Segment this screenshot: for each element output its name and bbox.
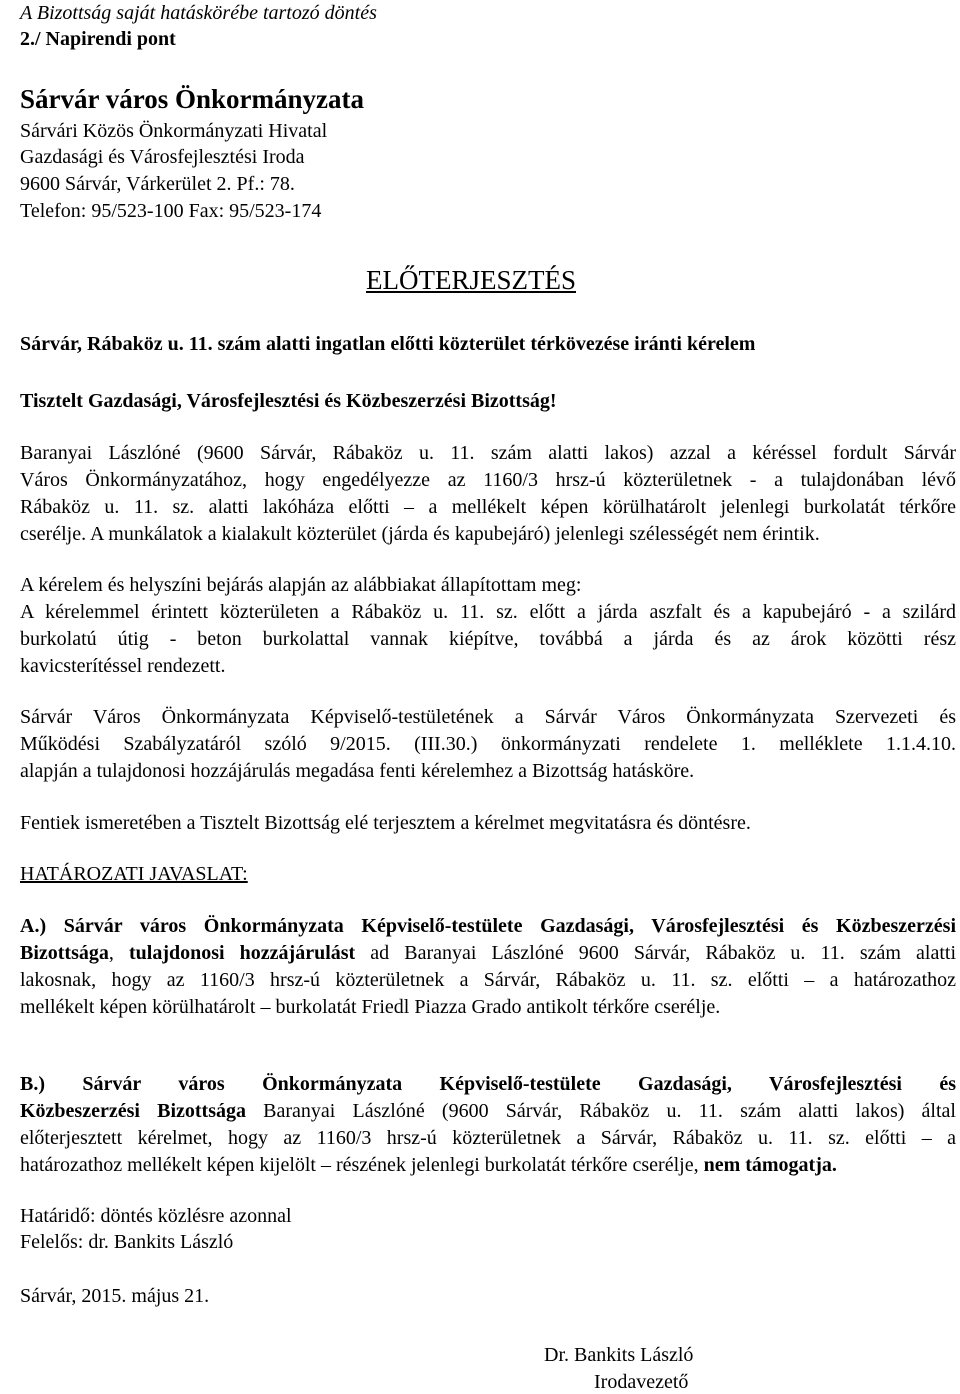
option-a-line: A.) Sárvár város Önkormányzata Képviselő-testülete Gazdasági, Városfejlesztési és Közbeszerzési — [20, 915, 956, 937]
document-title: ELŐTERJESZTÉS — [366, 265, 576, 295]
place-date: Sárvár, 2015. május 21. — [20, 1285, 210, 1307]
paragraph-line: burkolatú útig - beton burkolattal vannak kiépítve, továbbá a járda és az árok közötti rész — [20, 628, 956, 650]
sender-department: Gazdasági és Városfejlesztési Iroda — [20, 146, 305, 168]
option-a-bold: Bizottsága — [20, 942, 109, 964]
paragraph-line: Város Önkormányzatához, hogy engedélyezze az 1160/3 hrsz-ú közterületnek - a tulajdonában lévő — [20, 469, 956, 491]
option-b-line — [20, 1153, 837, 1177]
signature-role: Irodavezető — [594, 1371, 689, 1393]
sender-office: Sárvári Közös Önkormányzati Hivatal — [20, 120, 328, 142]
option-b-text: Baranyai Lászlóné (9600 Sárvár, Rábaköz u. 11. szám alatti lakos) által — [246, 1100, 956, 1122]
agenda-item: 2./ Napirendi pont — [20, 28, 176, 50]
option-b-bold: nem támogatja. — [703, 1154, 837, 1176]
deadline: Határidő: döntés közlésre azonnal — [20, 1205, 292, 1227]
responsible: Felelős: dr. Bankits László — [20, 1231, 234, 1253]
option-a-bold: tulajdonosi hozzájárulást — [128, 942, 356, 964]
option-a-text: ad Baranyai Lászlóné 9600 Sárvár, Rábaköz u. 11. szám alatti — [355, 942, 957, 964]
paragraph-line: A kérelem és helyszíni bejárás alapján az alábbiakat állapítottam meg: — [20, 574, 582, 596]
section-label: A Bizottság saját hatáskörébe tartozó döntés — [20, 2, 377, 24]
option-b-text: határozathoz mellékelt képen kijelölt – részének jelenlegi burkolatát térkőre cserélje, — [20, 1154, 704, 1176]
subject-line: Sárvár, Rábaköz u. 11. szám alatti ingatlan előtti közterület térkövezése iránti kérelem — [20, 333, 756, 355]
paragraph-line: Működési Szabályzatáról szóló 9/2015. (III.30.) önkormányzati rendelete 1. melléklete 1.1.4.10. — [20, 733, 956, 755]
sender-org: Sárvár város Önkormányzata — [20, 84, 364, 114]
paragraph-line: Baranyai Lászlóné (9600 Sárvár, Rábaköz u. 11. szám alatti lakos) azzal a kéréssel fordult Sárvár — [20, 442, 956, 464]
option-a-sep: , — [108, 942, 129, 964]
paragraph-line: kavicsterítéssel rendezett. — [20, 655, 226, 677]
paragraph-line: alapján a tulajdonosi hozzájárulás megadása fenti kérelemhez a Bizottság hatásköre. — [20, 760, 695, 782]
proposal-heading: HATÁROZATI JAVASLAT: — [20, 863, 248, 885]
option-a-line: lakosnak, hogy az 1160/3 hrsz-ú közterületnek a Sárvár, Rábaköz u. 11. sz. előtti – a határozathoz — [20, 969, 956, 991]
signature-name: Dr. Bankits László — [544, 1344, 694, 1366]
paragraph-submission: Fentiek ismeretében a Tisztelt Bizottság elé terjesztem a kérelmet megvitatásra és döntésre. — [20, 812, 751, 834]
paragraph-line: A kérelemmel érintett közterületen a Rábaköz u. 11. sz. előtt a járda aszfalt és a kapubejáró - a szilárd — [20, 601, 956, 623]
option-b-line: B.) Sárvár város Önkormányzata Képviselő-testülete Gazdasági, Városfejlesztési és — [20, 1073, 956, 1095]
salutation: Tisztelt Gazdasági, Városfejlesztési és Közbeszerzési Bizottság! — [20, 390, 557, 412]
sender-phone-fax: Telefon: 95/523-100 Fax: 95/523-174 — [20, 200, 322, 222]
option-a-line — [20, 941, 956, 965]
option-b-line — [20, 1099, 956, 1123]
sender-address: 9600 Sárvár, Várkerület 2. Pf.: 78. — [20, 173, 295, 195]
option-b-bold: Közbeszerzési Bizottsága — [20, 1100, 246, 1122]
paragraph-line: Sárvár Város Önkormányzata Képviselő-testületének a Sárvár Város Önkormányzata Szervezeti és — [20, 706, 956, 728]
paragraph-line: Rábaköz u. 11. sz. alatti lakóháza előtti – a mellékelt képen körülhatárolt jelenlegi burkolatát térkőre — [20, 496, 956, 518]
option-a-line: mellékelt képen körülhatárolt – burkolatát Friedl Piazza Grado antikolt térkőre cserélje. — [20, 996, 721, 1018]
paragraph-line: cserélje. A munkálatok a kialakult közterület (járda és kapubejáró) jelenlegi szélességét nem érintik. — [20, 523, 820, 545]
option-b-line: előterjesztett kérelmet, hogy az 1160/3 hrsz-ú közterületnek a Sárvár, Rábaköz u. 11. sz. előtti – a — [20, 1127, 956, 1149]
